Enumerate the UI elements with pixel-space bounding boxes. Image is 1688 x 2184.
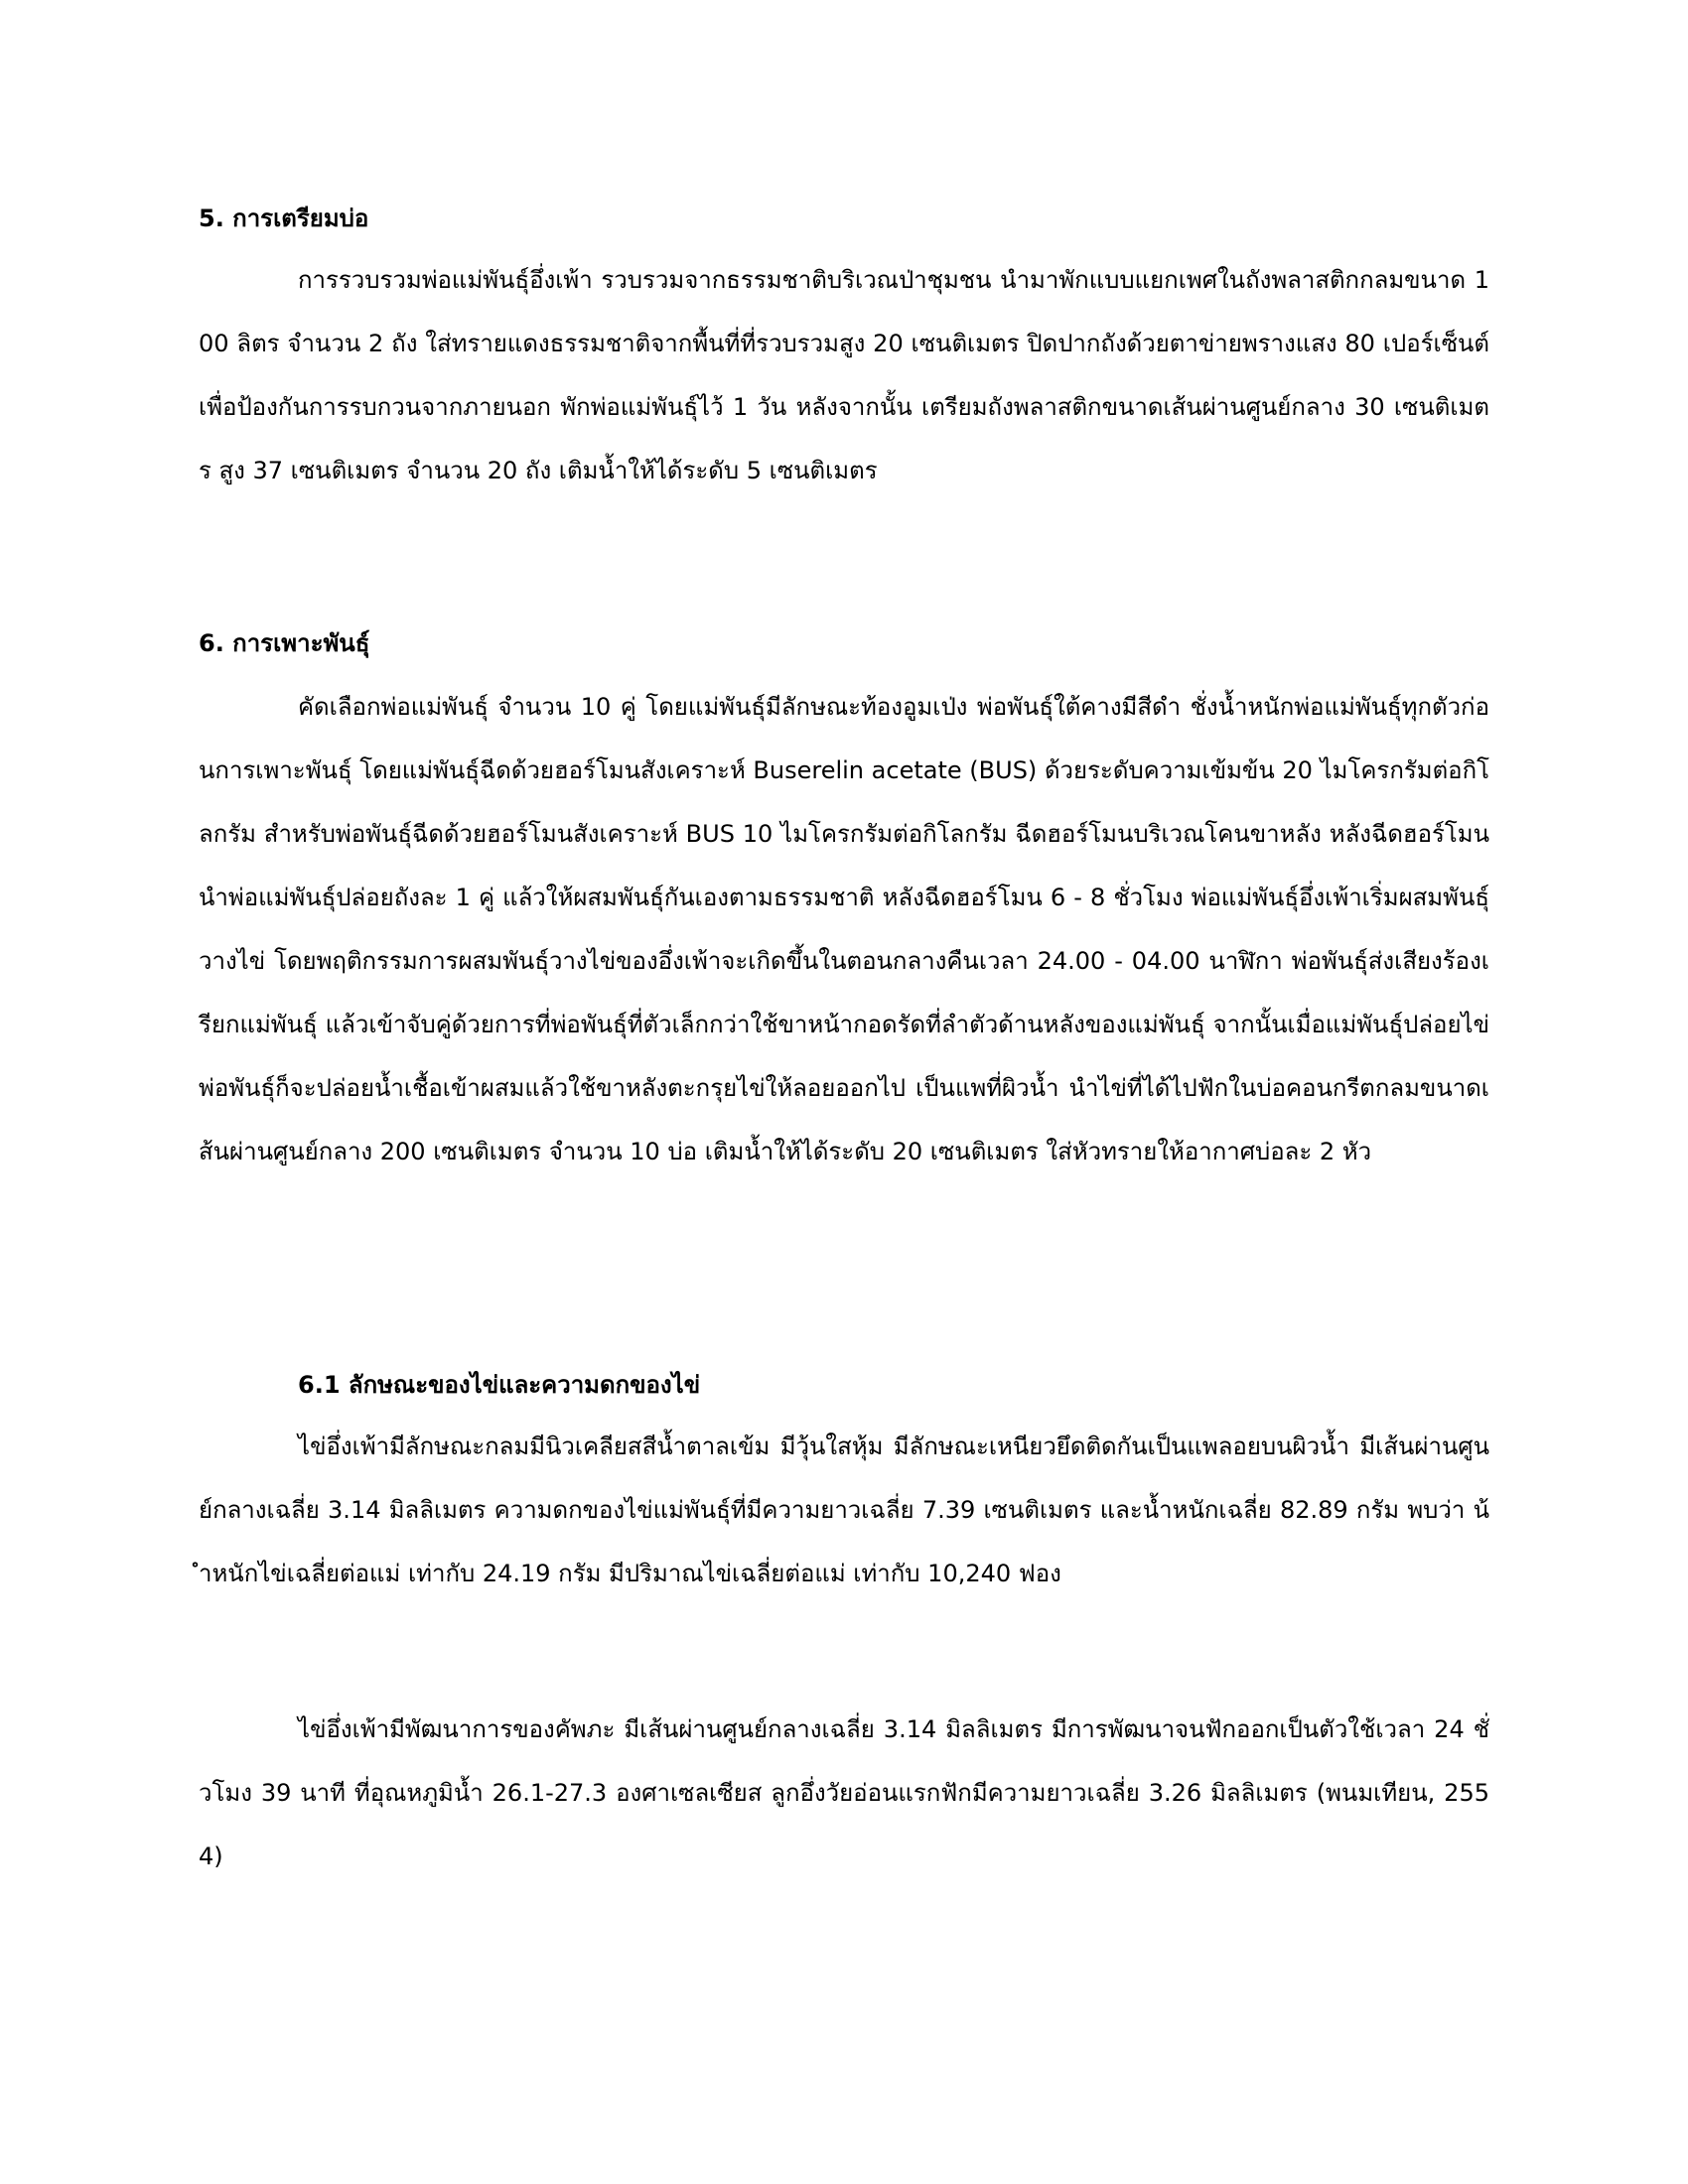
section-6-1-paragraph-2: ไข่อึ่งเพ้ามีพัฒนาการของคัพภะ มีเส้นผ่านศูนย์กลางเฉลี่ย 3.14 มิลลิเมตร มีการพัฒนาจนฟักออกเป็นตัวใช้เวลา 24 ชั่วโมง 39 นาที ที่อุณหภูมิน้ำ 26.1-27.3 องศาเซลเซียส ลูกอึ่งวัยอ่อนแรกฟักมีความยาวเฉลี่ย 3.26 มิลลิเมตร (พนมเทียน, 2554) [199, 1715, 1489, 1870]
section-6-paragraph: คัดเลือกพ่อแม่พันธุ์ จำนวน 10 คู่ โดยแม่พันธุ์มีลักษณะท้องอูมเป่ง พ่อพันธุ์ใต้คางมีสีดำ ชั่งน้ำหนักพ่อแม่พันธุ์ทุกตัวก่อนการเพาะพันธุ์ โดยแม่พันธุ์ฉีดด้วยฮอร์โมนสังเคราะห์ Buserelin acetate (BUS) ด้วยระดับความเข้มข้น 20 ไมโครกรัมต่อกิโลกรัม สำหรับพ่อพันธุ์ฉีดด้วยฮอร์โมนสังเคราะห์ BUS 10 ไมโครกรัมต่อกิโลกรัม ฉีดฮอร์โมนบริเวณโคนขาหลัง หลังฉีดฮอร์โมนนำพ่อแม่พันธุ์ปล่อยถังละ 1 คู่ แล้วให้ผสมพันธุ์กันเองตามธรรมชาติ หลังฉีดฮอร์โมน 6 - 8 ชั่วโมง พ่อแม่พันธุ์อึ่งเพ้าเริ่มผสมพันธุ์วางไข่ โดยพฤติกรรมการผสมพันธุ์วางไข่ของอึ่งเพ้าจะเกิดขึ้นในตอนกลางคืนเวลา 24.00 - 04.00 นาฬิกา พ่อพันธุ์ส่งเสียงร้องเรียกแม่พันธุ์ แล้วเข้าจับคู่ด้วยการที่พ่อพันธุ์ที่ตัวเล็กกว่าใช้ขาหน้ากอดรัดที่ลำตัวด้านหลังของแม่พันธุ์ จากนั้นเมื่อแม่พันธุ์ปล่อยไข่พ่อพันธุ์ก็จะปล่อยน้ำเชื้อเข้าผสมแล้วใช้ขาหลังตะกรุยไข่ให้ลอยออกไป เป็นแพที่ผิวน้ำ นำไข่ที่ได้ไปฟักในบ่อคอนกรีตกลมขนาดเส้นผ่านศูนย์กลาง 200 เซนติเมตร จำนวน 10 บ่อ เติมน้ำให้ได้ระดับ 20 เซนติเมตร ใส่หัวทรายให้อากาศบ่อละ 2 หัว [199, 693, 1489, 1165]
section-6-1-heading: 6.1 ลักษณะของไข่และความดกของไข่ [298, 1371, 701, 1399]
section-6-heading: 6. การเพาะพันธุ์ [199, 629, 370, 657]
section-5-heading: 5. การเตรียมบ่อ [199, 205, 369, 232]
section-5-paragraph: การรวบรวมพ่อแม่พันธุ์อึ่งเพ้า รวบรวมจากธรรมชาติบริเวณป่าชุมชน นำมาพักแบบแยกเพศในถังพลาสติกกลมขนาด 100 ลิตร จำนวน 2 ถัง ใส่ทรายแดงธรรมชาติจากพื้นที่ที่รวบรวมสูง 20 เซนติเมตร ปิดปากถังด้วยตาข่ายพรางแสง 80 เปอร์เซ็นต์ เพื่อป้องกันการรบกวนจากภายนอก พักพ่อแม่พันธุ์ไว้ 1 วัน หลังจากนั้น เตรียมถังพลาสติกขนาดเส้นผ่านศูนย์กลาง 30 เซนติเมตร สูง 37 เซนติเมตร จำนวน 20 ถัง เติมน้ำให้ได้ระดับ 5 เซนติเมตร [199, 266, 1490, 484]
section-6-1-paragraph-1: ไข่อึ่งเพ้ามีลักษณะกลมมีนิวเคลียสสีน้ำตาลเข้ม มีวุ้นใสหุ้ม มีลักษณะเหนียวยึดติดกันเป็นแพลอยบนผิวน้ำ มีเส้นผ่านศูนย์กลางเฉลี่ย 3.14 มิลลิเมตร ความดกของไข่แม่พันธุ์ที่มีความยาวเฉลี่ย 7.39 เซนติเมตร และน้ำหนักเฉลี่ย 82.89 กรัม พบว่า น้ำหนักไข่เฉลี่ยต่อแม่ เท่ากับ 24.19 กรัม มีปริมาณไข่เฉลี่ยต่อแม่ เท่ากับ 10,240 ฟอง [199, 1433, 1489, 1587]
